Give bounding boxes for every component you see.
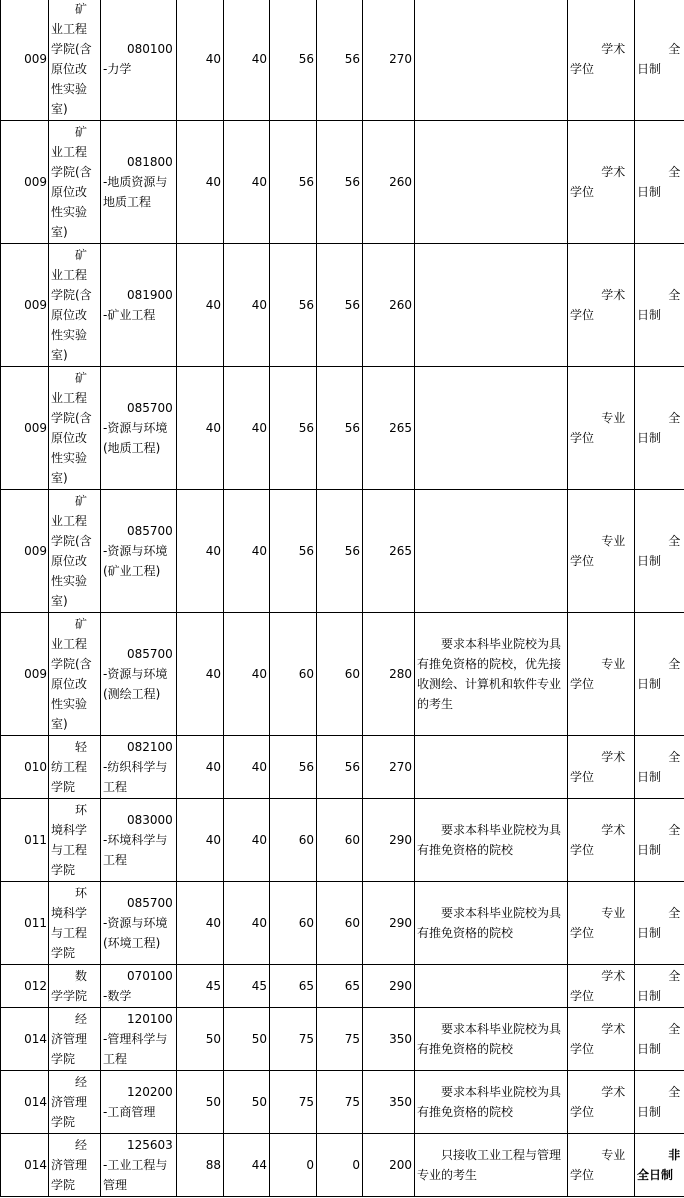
- cell-score-4: 56: [317, 367, 363, 490]
- cell-degree-type: 学术学位: [568, 1008, 635, 1071]
- cell-score-4: 56: [317, 736, 363, 799]
- cell-note: 要求本科毕业院校为具有推免资格的院校: [415, 1071, 568, 1134]
- cell-note: [415, 736, 568, 799]
- cell-degree-type: 专业学位: [568, 1134, 635, 1197]
- cell-score-4: 65: [317, 965, 363, 1008]
- cell-note: 只接收工业工程与管理专业的考生: [415, 1134, 568, 1197]
- cell-score-4: 60: [317, 613, 363, 736]
- cell-study-mode: 全日制: [635, 367, 684, 490]
- cell-college-code: 009: [1, 613, 49, 736]
- cell-score-2: 50: [224, 1071, 270, 1134]
- cell-college-name: 环境科学与工程学院: [49, 799, 101, 882]
- cell-score-1: 40: [177, 882, 224, 965]
- cell-score-4: 60: [317, 799, 363, 882]
- cell-total-score: 200: [363, 1134, 415, 1197]
- cell-total-score: 260: [363, 244, 415, 367]
- cell-degree-type: 学术学位: [568, 965, 635, 1008]
- cell-college-code: 009: [1, 367, 49, 490]
- cell-score-3: 75: [270, 1008, 317, 1071]
- cell-major: 081800-地质资源与地质工程: [101, 121, 177, 244]
- table-row: [1, 1134, 684, 1197]
- table-row: [1, 1008, 684, 1071]
- cell-college-code: 012: [1, 965, 49, 1008]
- cell-score-1: 50: [177, 1071, 224, 1134]
- cell-score-1: 40: [177, 367, 224, 490]
- cell-college-code: 009: [1, 0, 49, 121]
- cell-college-name: 数学学院: [49, 965, 101, 1008]
- cell-major: 080100-力学: [101, 0, 177, 121]
- cell-score-1: 40: [177, 121, 224, 244]
- cell-college-name: 经济管理学院: [49, 1008, 101, 1071]
- cell-degree-type: 专业学位: [568, 490, 635, 613]
- cell-college-code: 011: [1, 799, 49, 882]
- cell-major: 082100-纺织科学与工程: [101, 736, 177, 799]
- cell-college-code: 009: [1, 490, 49, 613]
- table-body: [1, 0, 684, 1197]
- cell-college-code: 014: [1, 1134, 49, 1197]
- cell-degree-type: 学术学位: [568, 799, 635, 882]
- cell-total-score: 265: [363, 490, 415, 613]
- cell-note: [415, 121, 568, 244]
- cell-score-2: 45: [224, 965, 270, 1008]
- cell-major: 120200-工商管理: [101, 1071, 177, 1134]
- cell-score-4: 56: [317, 121, 363, 244]
- table-row: [1, 613, 684, 736]
- cell-college-code: 011: [1, 882, 49, 965]
- cell-score-4: 56: [317, 490, 363, 613]
- cell-major: 125603-工业工程与管理: [101, 1134, 177, 1197]
- table-row: [1, 736, 684, 799]
- table-row: [1, 490, 684, 613]
- cell-college-name: 矿业工程学院(含原位改性实验室): [49, 0, 101, 121]
- cell-score-1: 40: [177, 799, 224, 882]
- cell-score-3: 56: [270, 490, 317, 613]
- cell-study-mode: 全日制: [635, 490, 684, 613]
- cell-study-mode: 全日制: [635, 882, 684, 965]
- cell-degree-type: 学术学位: [568, 121, 635, 244]
- cell-degree-type: 学术学位: [568, 736, 635, 799]
- cell-score-1: 40: [177, 613, 224, 736]
- cell-score-4: 56: [317, 0, 363, 121]
- cell-score-2: 40: [224, 0, 270, 121]
- cell-note: [415, 490, 568, 613]
- cell-total-score: 290: [363, 965, 415, 1008]
- cell-score-3: 0: [270, 1134, 317, 1197]
- table-row: [1, 244, 684, 367]
- cell-total-score: 350: [363, 1071, 415, 1134]
- cell-study-mode: 全日制: [635, 965, 684, 1008]
- table-row: [1, 367, 684, 490]
- cell-college-code: 014: [1, 1008, 49, 1071]
- cell-study-mode: 全日制: [635, 0, 684, 121]
- cell-college-name: 经济管理学院: [49, 1134, 101, 1197]
- cell-score-1: 88: [177, 1134, 224, 1197]
- cell-major: 085700-资源与环境(测绘工程): [101, 613, 177, 736]
- cell-college-name: 矿业工程学院(含原位改性实验室): [49, 613, 101, 736]
- cell-score-1: 40: [177, 244, 224, 367]
- cell-college-code: 014: [1, 1071, 49, 1134]
- cell-score-1: 40: [177, 736, 224, 799]
- cell-score-2: 40: [224, 799, 270, 882]
- cell-college-code: 010: [1, 736, 49, 799]
- cell-score-3: 65: [270, 965, 317, 1008]
- cell-college-name: 矿业工程学院(含原位改性实验室): [49, 121, 101, 244]
- cell-study-mode: 非全日制: [635, 1134, 684, 1197]
- cell-degree-type: 专业学位: [568, 613, 635, 736]
- cell-score-3: 60: [270, 882, 317, 965]
- cell-score-1: 45: [177, 965, 224, 1008]
- cell-study-mode: 全日制: [635, 736, 684, 799]
- table-row: [1, 965, 684, 1008]
- cell-major: 081900-矿业工程: [101, 244, 177, 367]
- cell-score-2: 44: [224, 1134, 270, 1197]
- cell-college-code: 009: [1, 244, 49, 367]
- table-row: [1, 1071, 684, 1134]
- cell-total-score: 290: [363, 799, 415, 882]
- cell-total-score: 270: [363, 0, 415, 121]
- cell-note: [415, 0, 568, 121]
- cell-study-mode: 全日制: [635, 613, 684, 736]
- cell-score-3: 56: [270, 121, 317, 244]
- table-row: [1, 882, 684, 965]
- cell-score-3: 60: [270, 799, 317, 882]
- cell-college-name: 轻纺工程学院: [49, 736, 101, 799]
- cell-note: [415, 367, 568, 490]
- cell-study-mode: 全日制: [635, 799, 684, 882]
- cell-score-3: 56: [270, 0, 317, 121]
- cell-college-name: 矿业工程学院(含原位改性实验室): [49, 367, 101, 490]
- cell-study-mode: 全日制: [635, 121, 684, 244]
- cell-total-score: 290: [363, 882, 415, 965]
- cell-college-code: 009: [1, 121, 49, 244]
- cell-note: 要求本科毕业院校为具有推免资格的院校: [415, 1008, 568, 1071]
- cell-major: 085700-资源与环境(矿业工程): [101, 490, 177, 613]
- cell-score-3: 56: [270, 367, 317, 490]
- cell-score-3: 56: [270, 736, 317, 799]
- cell-note: 要求本科毕业院校为具有推免资格的院校: [415, 799, 568, 882]
- cell-score-1: 50: [177, 1008, 224, 1071]
- table-row: [1, 0, 684, 121]
- cell-score-1: 40: [177, 490, 224, 613]
- cell-college-name: 矿业工程学院(含原位改性实验室): [49, 244, 101, 367]
- cell-college-name: 环境科学与工程学院: [49, 882, 101, 965]
- cell-major: 085700-资源与环境(环境工程): [101, 882, 177, 965]
- cell-score-4: 0: [317, 1134, 363, 1197]
- cell-total-score: 265: [363, 367, 415, 490]
- cell-major: 083000-环境科学与工程: [101, 799, 177, 882]
- table-row: [1, 799, 684, 882]
- cell-score-2: 40: [224, 121, 270, 244]
- cell-score-2: 50: [224, 1008, 270, 1071]
- cell-study-mode: 全日制: [635, 1008, 684, 1071]
- cell-note: 要求本科毕业院校为具有推免资格的院校: [415, 882, 568, 965]
- cell-total-score: 280: [363, 613, 415, 736]
- cell-degree-type: 专业学位: [568, 882, 635, 965]
- cell-score-4: 75: [317, 1008, 363, 1071]
- cell-score-1: 40: [177, 0, 224, 121]
- cell-major: 070100-数学: [101, 965, 177, 1008]
- cell-major: 120100-管理科学与工程: [101, 1008, 177, 1071]
- cell-score-3: 75: [270, 1071, 317, 1134]
- cell-college-name: 矿业工程学院(含原位改性实验室): [49, 490, 101, 613]
- cell-note: [415, 244, 568, 367]
- cell-college-name: 经济管理学院: [49, 1071, 101, 1134]
- cell-score-2: 40: [224, 613, 270, 736]
- cell-degree-type: 学术学位: [568, 1071, 635, 1134]
- cell-score-4: 56: [317, 244, 363, 367]
- cell-score-3: 60: [270, 613, 317, 736]
- cell-score-2: 40: [224, 367, 270, 490]
- cell-total-score: 270: [363, 736, 415, 799]
- table-row: [1, 121, 684, 244]
- cell-total-score: 260: [363, 121, 415, 244]
- cell-score-3: 56: [270, 244, 317, 367]
- cell-score-4: 75: [317, 1071, 363, 1134]
- cell-degree-type: 学术学位: [568, 244, 635, 367]
- cell-score-2: 40: [224, 490, 270, 613]
- cell-note: [415, 965, 568, 1008]
- cell-score-2: 40: [224, 882, 270, 965]
- cell-score-4: 60: [317, 882, 363, 965]
- cell-note: 要求本科毕业院校为具有推免资格的院校，优先接收测绘、计算机和软件专业的考生: [415, 613, 568, 736]
- cell-study-mode: 全日制: [635, 1071, 684, 1134]
- cell-study-mode: 全日制: [635, 244, 684, 367]
- cell-degree-type: 学术学位: [568, 0, 635, 121]
- cell-score-2: 40: [224, 736, 270, 799]
- cell-total-score: 350: [363, 1008, 415, 1071]
- cell-major: 085700-资源与环境(地质工程): [101, 367, 177, 490]
- cell-degree-type: 专业学位: [568, 367, 635, 490]
- cell-score-2: 40: [224, 244, 270, 367]
